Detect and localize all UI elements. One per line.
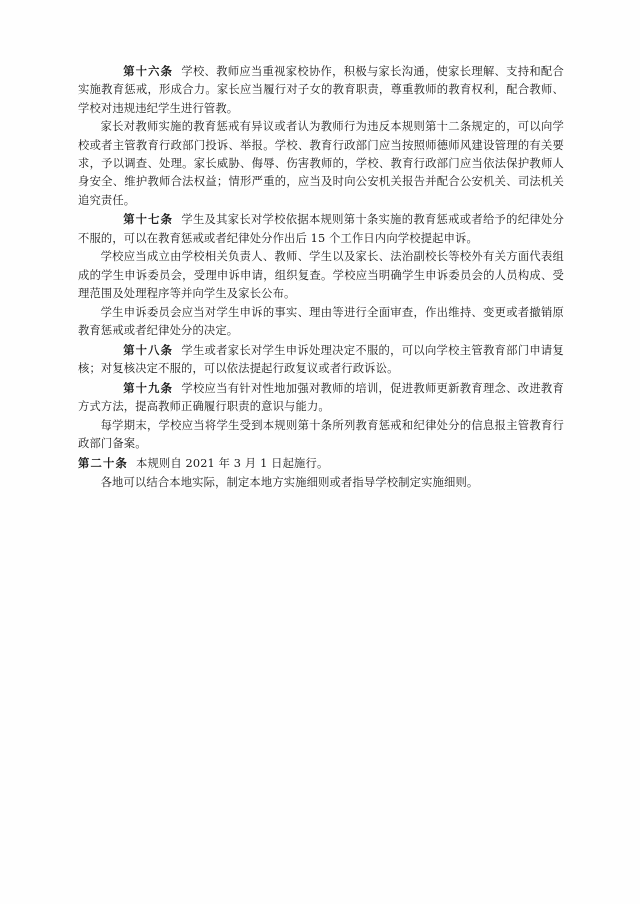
paragraph-article-19-p2 [78, 417, 564, 454]
paragraph-article-17-p3 [78, 304, 564, 341]
paragraph-article-20-p2 [78, 474, 564, 492]
paragraph-article-17-p2 [78, 248, 564, 303]
paragraph-text: 学校应当成立由学校相关负责人、教师、学生以及家长、法治副校长等校外有关方面代表组成的学生申诉委员会，受理申诉申请，组织复查。学校应当明确学生申诉委员会的人员构成、受理范围及处理程序等并向学生及家长公布。 [78, 250, 564, 301]
paragraph-text: 本规则自 2021 年 3 月 1 日起施行。 [136, 457, 329, 471]
article-heading-19: 第十九条 [123, 381, 174, 396]
paragraph-article-20 [78, 454, 564, 473]
paragraph-text: 家长对教师实施的教育惩戒有异议或者认为教师行为违反本规则第十二条规定的，可以向学校或者主管教育行政部门投诉、举报。学校、教育行政部门应当按照师德师风建设管理的有关要求，予以调查、处理。家长威胁、侮辱、伤害教师的，学校、教育行政部门应当依法保护教师人身安全、维护教师合法权益；情形严重的，应当及时向公安机关报告并配合公安机关、司法机关追究责任。 [78, 120, 564, 207]
paragraph-article-18 [78, 341, 564, 379]
paragraph-text: 各地可以结合本地实际，制定本地方实施细则或者指导学校制定实施细则。 [100, 476, 479, 490]
document-body [78, 62, 564, 492]
paragraph-text: 学生或者家长对学生申诉处理决定不服的，可以向学校主管教育部门申请复核；对复核决定不服的，可以依法提起行政复议或者行政诉讼。 [78, 343, 564, 376]
paragraph-article-16 [78, 62, 564, 118]
article-heading-18: 第十八条 [123, 342, 174, 357]
paragraph-text: 学校、教师应当重视家校协作，积极与家长沟通，使家长理解、支持和配合实施教育惩戒，形成合力。家长应当履行对子女的教育职责，尊重教师的教育权利，配合教师、学校对违规违纪学生进行管教。 [78, 65, 564, 115]
paragraph-article-19 [78, 379, 564, 417]
article-heading-16: 第十六条 [123, 64, 174, 78]
article-heading-17: 第十七条 [123, 212, 174, 227]
paragraph-text: 每学期末，学校应当将学生受到本规则第十条所列教育惩戒和纪律处分的信息报主管教育行政部门备案。 [78, 419, 564, 451]
paragraph-text: 学生及其家长对学校依据本规则第十条实施的教育惩戒或者给予的纪律处分不服的，可以在教育惩戒或者纪律处分作出后 15 个工作日内向学校提起申诉。 [78, 213, 564, 245]
paragraph-article-17 [78, 210, 564, 248]
article-heading-20: 第二十条 [78, 456, 128, 471]
paragraph-text: 学生申诉委员会应当对学生申诉的事实、理由等进行全面审查，作出维持、变更或者撤销原教育惩戒或者纪律处分的决定。 [78, 305, 564, 338]
paragraph-article-16-p2 [78, 118, 564, 209]
paragraph-text: 学校应当有针对性地加强对教师的培训，促进教师更新教育理念、改进教育方式方法，提高教师正确履行职责的意识与能力。 [78, 382, 564, 414]
